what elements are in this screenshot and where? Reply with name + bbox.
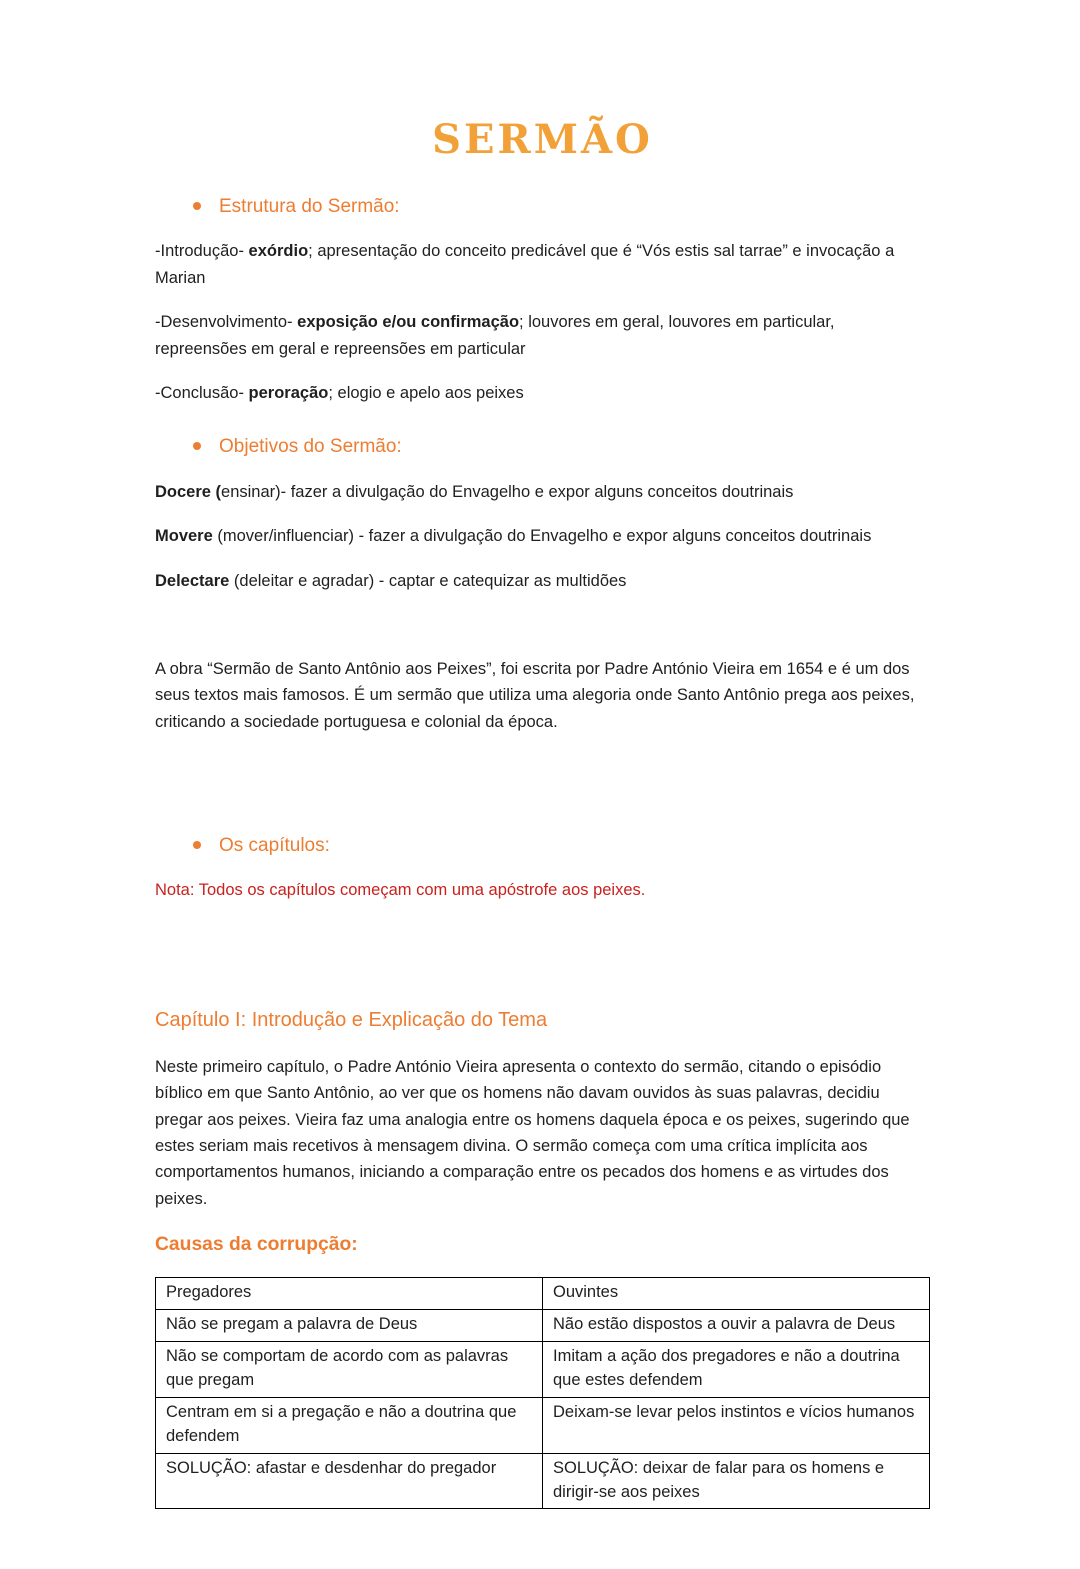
paragraph-delectare-bold: Delectare <box>155 571 230 590</box>
table-cell: SOLUÇÃO: deixar de falar para os homens e dirigir-se aos peixes <box>543 1453 930 1509</box>
section-heading-capitulos-label: Os capítulos: <box>219 835 330 857</box>
table-row <box>156 1278 930 1310</box>
section-heading-estrutura <box>155 192 930 222</box>
paragraph-docere-bold: Docere ( <box>155 482 222 501</box>
section-heading-estrutura-label: Estrutura do Sermão: <box>219 196 400 217</box>
table-cell: Pregadores <box>156 1278 543 1310</box>
table-cell: Imitam a ação dos pregadores e não a doutrina que estes defendem <box>543 1341 930 1397</box>
paragraph-movere-bold: Movere <box>155 527 213 546</box>
paragraph-introducao <box>155 238 930 291</box>
spacer <box>155 612 930 656</box>
paragraph-movere <box>155 523 930 549</box>
paragraph-desenvolvimento-pre: -Desenvolvimento- <box>155 313 298 332</box>
table-row <box>156 1341 930 1397</box>
paragraph-delectare <box>155 568 930 594</box>
paragraph-conclusao-rest: ; elogio e apelo aos peixes <box>328 383 524 402</box>
bullet-icon <box>193 442 201 450</box>
paragraph-desenvolvimento-bold: exposição e/ou confirmação <box>297 313 520 332</box>
paragraph-delectare-rest: (deleitar e agradar) - captar e catequizar as multidões <box>229 571 627 590</box>
table-row <box>156 1397 930 1453</box>
causes-table <box>155 1277 930 1509</box>
paragraph-conclusao-bold: peroração <box>248 383 329 402</box>
causes-heading: Causas da corrupção: <box>155 1234 358 1256</box>
paragraph-introducao-rest: ; apresentação do conceito predicável que é “Vós estis sal tarrae” e invocação a Marian <box>155 242 895 287</box>
bullet-icon <box>193 841 201 849</box>
spacer <box>155 922 930 966</box>
section-heading-capitulos <box>155 831 930 861</box>
paragraph-desenvolvimento <box>155 309 930 362</box>
table-cell: Deixam-se levar pelos instintos e vícios humanos <box>543 1397 930 1453</box>
table-cell: Centram em si a pregação e não a doutrina que defendem <box>156 1397 543 1453</box>
spacer <box>155 753 930 805</box>
table-cell: Não estão dispostos a ouvir a palavra de Deus <box>543 1310 930 1342</box>
table-row <box>156 1453 930 1509</box>
paragraph-introducao-pre: -Introdução- <box>155 242 249 261</box>
paragraph-conclusao-pre: -Conclusão- <box>155 383 249 402</box>
chapter-1-body: Neste primeiro capítulo, o Padre António Vieira apresenta o contexto do sermão, citando o episódio bíblico em que Santo Antônio, ao ver que os homens não davam ouvidos às suas palavras, decidiu pregar aos peixes. Vieira faz uma analogia entre os homens daquela época e os peixes, sugerindo que estes seriam mais recetivos à mensagem divina. O sermão começa com uma crítica implícita aos comportamentos humanos, iniciando a comparação entre os pecados dos homens e as virtudes dos peixes. <box>155 1057 910 1208</box>
section-heading-objetivos-label: Objetivos do Sermão: <box>219 436 402 458</box>
table-row <box>156 1310 930 1342</box>
table-cell: Ouvintes <box>543 1278 930 1310</box>
note-text: Nota: Todos os capítulos começam com uma apóstrofe aos peixes. <box>155 881 646 900</box>
paragraph-obra: A obra “Sermão de Santo Antônio aos Peixes”, foi escrita por Padre António Vieira em 1654 e é um dos seus textos mais famosos. É um sermão que utiliza uma alegoria onde Santo Antônio prega aos peixes, criticando a sociedade portuguesa e colonial da época. <box>155 659 915 731</box>
paragraph-docere <box>155 479 930 505</box>
section-heading-objetivos <box>155 432 930 462</box>
bullet-icon <box>193 202 201 210</box>
paragraph-desenvolvimento-rest: ; louvores em geral, louvores em particular, repreensões em geral e repreensões em particular <box>155 313 835 358</box>
table-cell: Não se pregam a palavra de Deus <box>156 1310 543 1342</box>
paragraph-introducao-bold: exórdio <box>248 242 309 261</box>
paragraph-movere-rest: (mover/influenciar) - fazer a divulgação do Envagelho e expor alguns conceitos doutrinais <box>212 527 872 546</box>
table-cell: SOLUÇÃO: afastar e desdenhar do pregador <box>156 1453 543 1509</box>
paragraph-conclusao <box>155 380 930 406</box>
paragraph-docere-rest: ensinar)- fazer a divulgação do Envagelho e expor alguns conceitos doutrinais <box>221 482 794 501</box>
table-cell: Não se comportam de acordo com as palavras que pregam <box>156 1341 543 1397</box>
chapter-1-heading: Capítulo I: Introdução e Explicação do Tema <box>155 1008 548 1031</box>
page-title: SERMÃO <box>432 116 653 163</box>
